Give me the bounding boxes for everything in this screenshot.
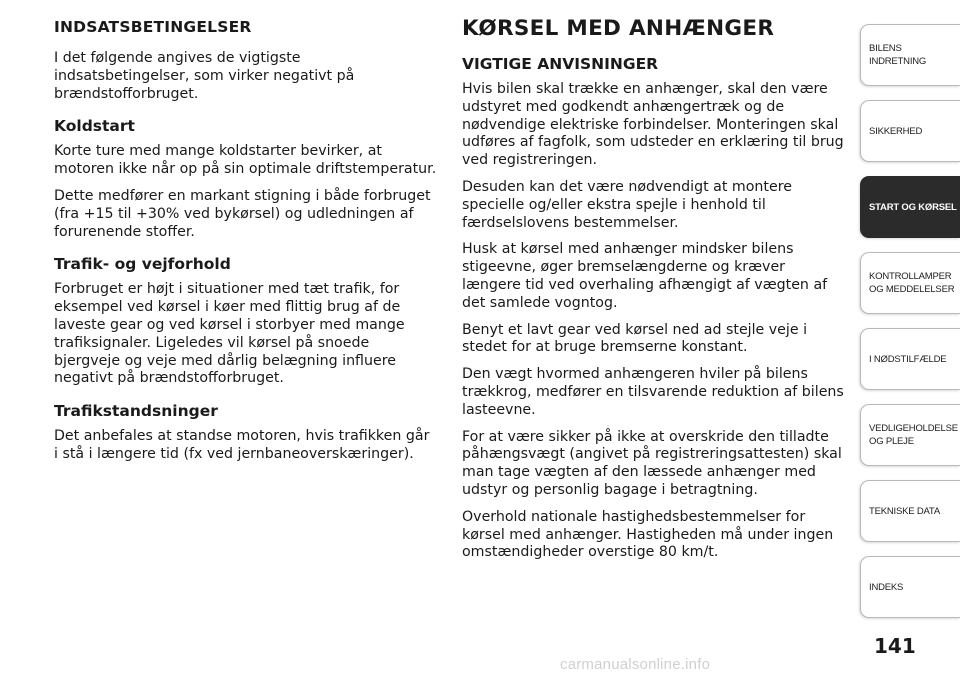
right-column — [462, 12, 848, 571]
subheading-koldstart: Koldstart — [54, 117, 135, 136]
subheading-trafikstandsninger: Trafikstandsninger — [54, 402, 218, 421]
paragraph: Desuden kan det være nødvendigt at montere specielle og/eller ekstra spejle i henhold til færdselslovens bestemmelser. — [462, 178, 792, 231]
paragraph: Overhold nationale hastighedsbestemmelser for kørsel med anhænger. Hastigheden må under ingen omstændigheder overstige 80 km/t. — [462, 508, 834, 561]
tab-start-og-korsel[interactable] — [860, 176, 960, 238]
paragraph: Forbruget er højt i situationer med tæt trafik, for eksempel ved kørsel i køer med flittig brug af de laveste gear og ved kørsel i storbyer med mange trafiksignaler. Ligeledes vil kørsel på snoede bjergveje og veje med dårlig belægning influere negativt på brændstofforbruget. — [54, 281, 405, 387]
tab-label: VEDLIGEHOLDELSE OG PLEJE — [869, 423, 958, 447]
tab-bilens-indretning[interactable] — [860, 24, 960, 86]
watermark: carmanualsonline.info — [560, 656, 711, 673]
tab-label: TEKNISKE DATA — [869, 505, 940, 517]
paragraph: Benyt et lavt gear ved kørsel ned ad stejle veje i stedet for at bruge bremserne konstant. — [462, 321, 808, 356]
paragraph: For at være sikker på ikke at overskride den tilladte påhængsvægt (angivet på registreringsattesten) skal man tage vægten af den læssede anhænger med udstyr og personlig bagage i betragtning. — [462, 428, 842, 498]
paragraph: Husk at kørsel med anhænger mindsker bilens stigeevne, øger bremselængderne og kræver længere tid ved overhaling afhængigt af vægten af det samlede vogntog. — [462, 241, 828, 311]
paragraph: Det anbefales at standse motoren, hvis trafikken går i stå i længere tid (fx ved jernbaneoverskæringer). — [54, 428, 430, 462]
tab-i-nodstilfaelde[interactable] — [860, 328, 960, 390]
intro-paragraph: I det følgende angives de vigtigste indsatsbetingelser, som virker negativt på brændstofforbruget. — [54, 50, 355, 102]
tab-sikkerhed[interactable] — [860, 100, 960, 162]
tab-indeks[interactable] — [860, 556, 960, 618]
left-column — [54, 12, 437, 473]
tab-label: I NØDSTILFÆLDE — [869, 353, 947, 365]
tab-label: START OG KØRSEL — [869, 201, 957, 213]
tab-label: INDEKS — [869, 581, 904, 593]
section-heading: INDSATSBETINGELSER — [54, 18, 252, 36]
paragraph: Den vægt hvormed anhængeren hviler på bilens trækkrog, medfører en tilsvarende reduktion af bilens lasteevne. — [462, 366, 844, 418]
tab-vedligeholdelse[interactable] — [860, 404, 960, 466]
subheading-trafik: Trafik- og vejforhold — [54, 255, 231, 274]
paragraph: Korte ture med mange koldstarter bevirker, at motoren ikke når op på sin optimale driftstemperatur. — [54, 143, 437, 178]
paragraph: Hvis bilen skal trække en anhænger, skal den være udstyret med godkendt anhængertræk og de nødvendige elektriske forbindelser. Monteringen skal udføres af fagfolk, som udsteder en erklæring til brug ved registreringen. — [462, 81, 844, 169]
paragraph: Dette medfører en markant stigning i både forbruget (fra +15 til +30% ved bykørsel) og udledningen af forurenende stoffer. — [54, 187, 431, 240]
tab-tekniske-data[interactable] — [860, 480, 960, 542]
subheading-anvisninger: VIGTIGE ANVISNINGER — [462, 55, 659, 73]
tab-label: KONTROLLAMPER OG MEDDELELSER — [869, 271, 955, 295]
page-number: 141 — [874, 634, 916, 658]
tab-label: BILENS INDRETNING — [869, 43, 927, 67]
tab-label: SIKKERHED — [869, 125, 923, 137]
tab-kontrollamper[interactable] — [860, 252, 960, 314]
page-title: KØRSEL MED ANHÆNGER — [462, 16, 775, 41]
